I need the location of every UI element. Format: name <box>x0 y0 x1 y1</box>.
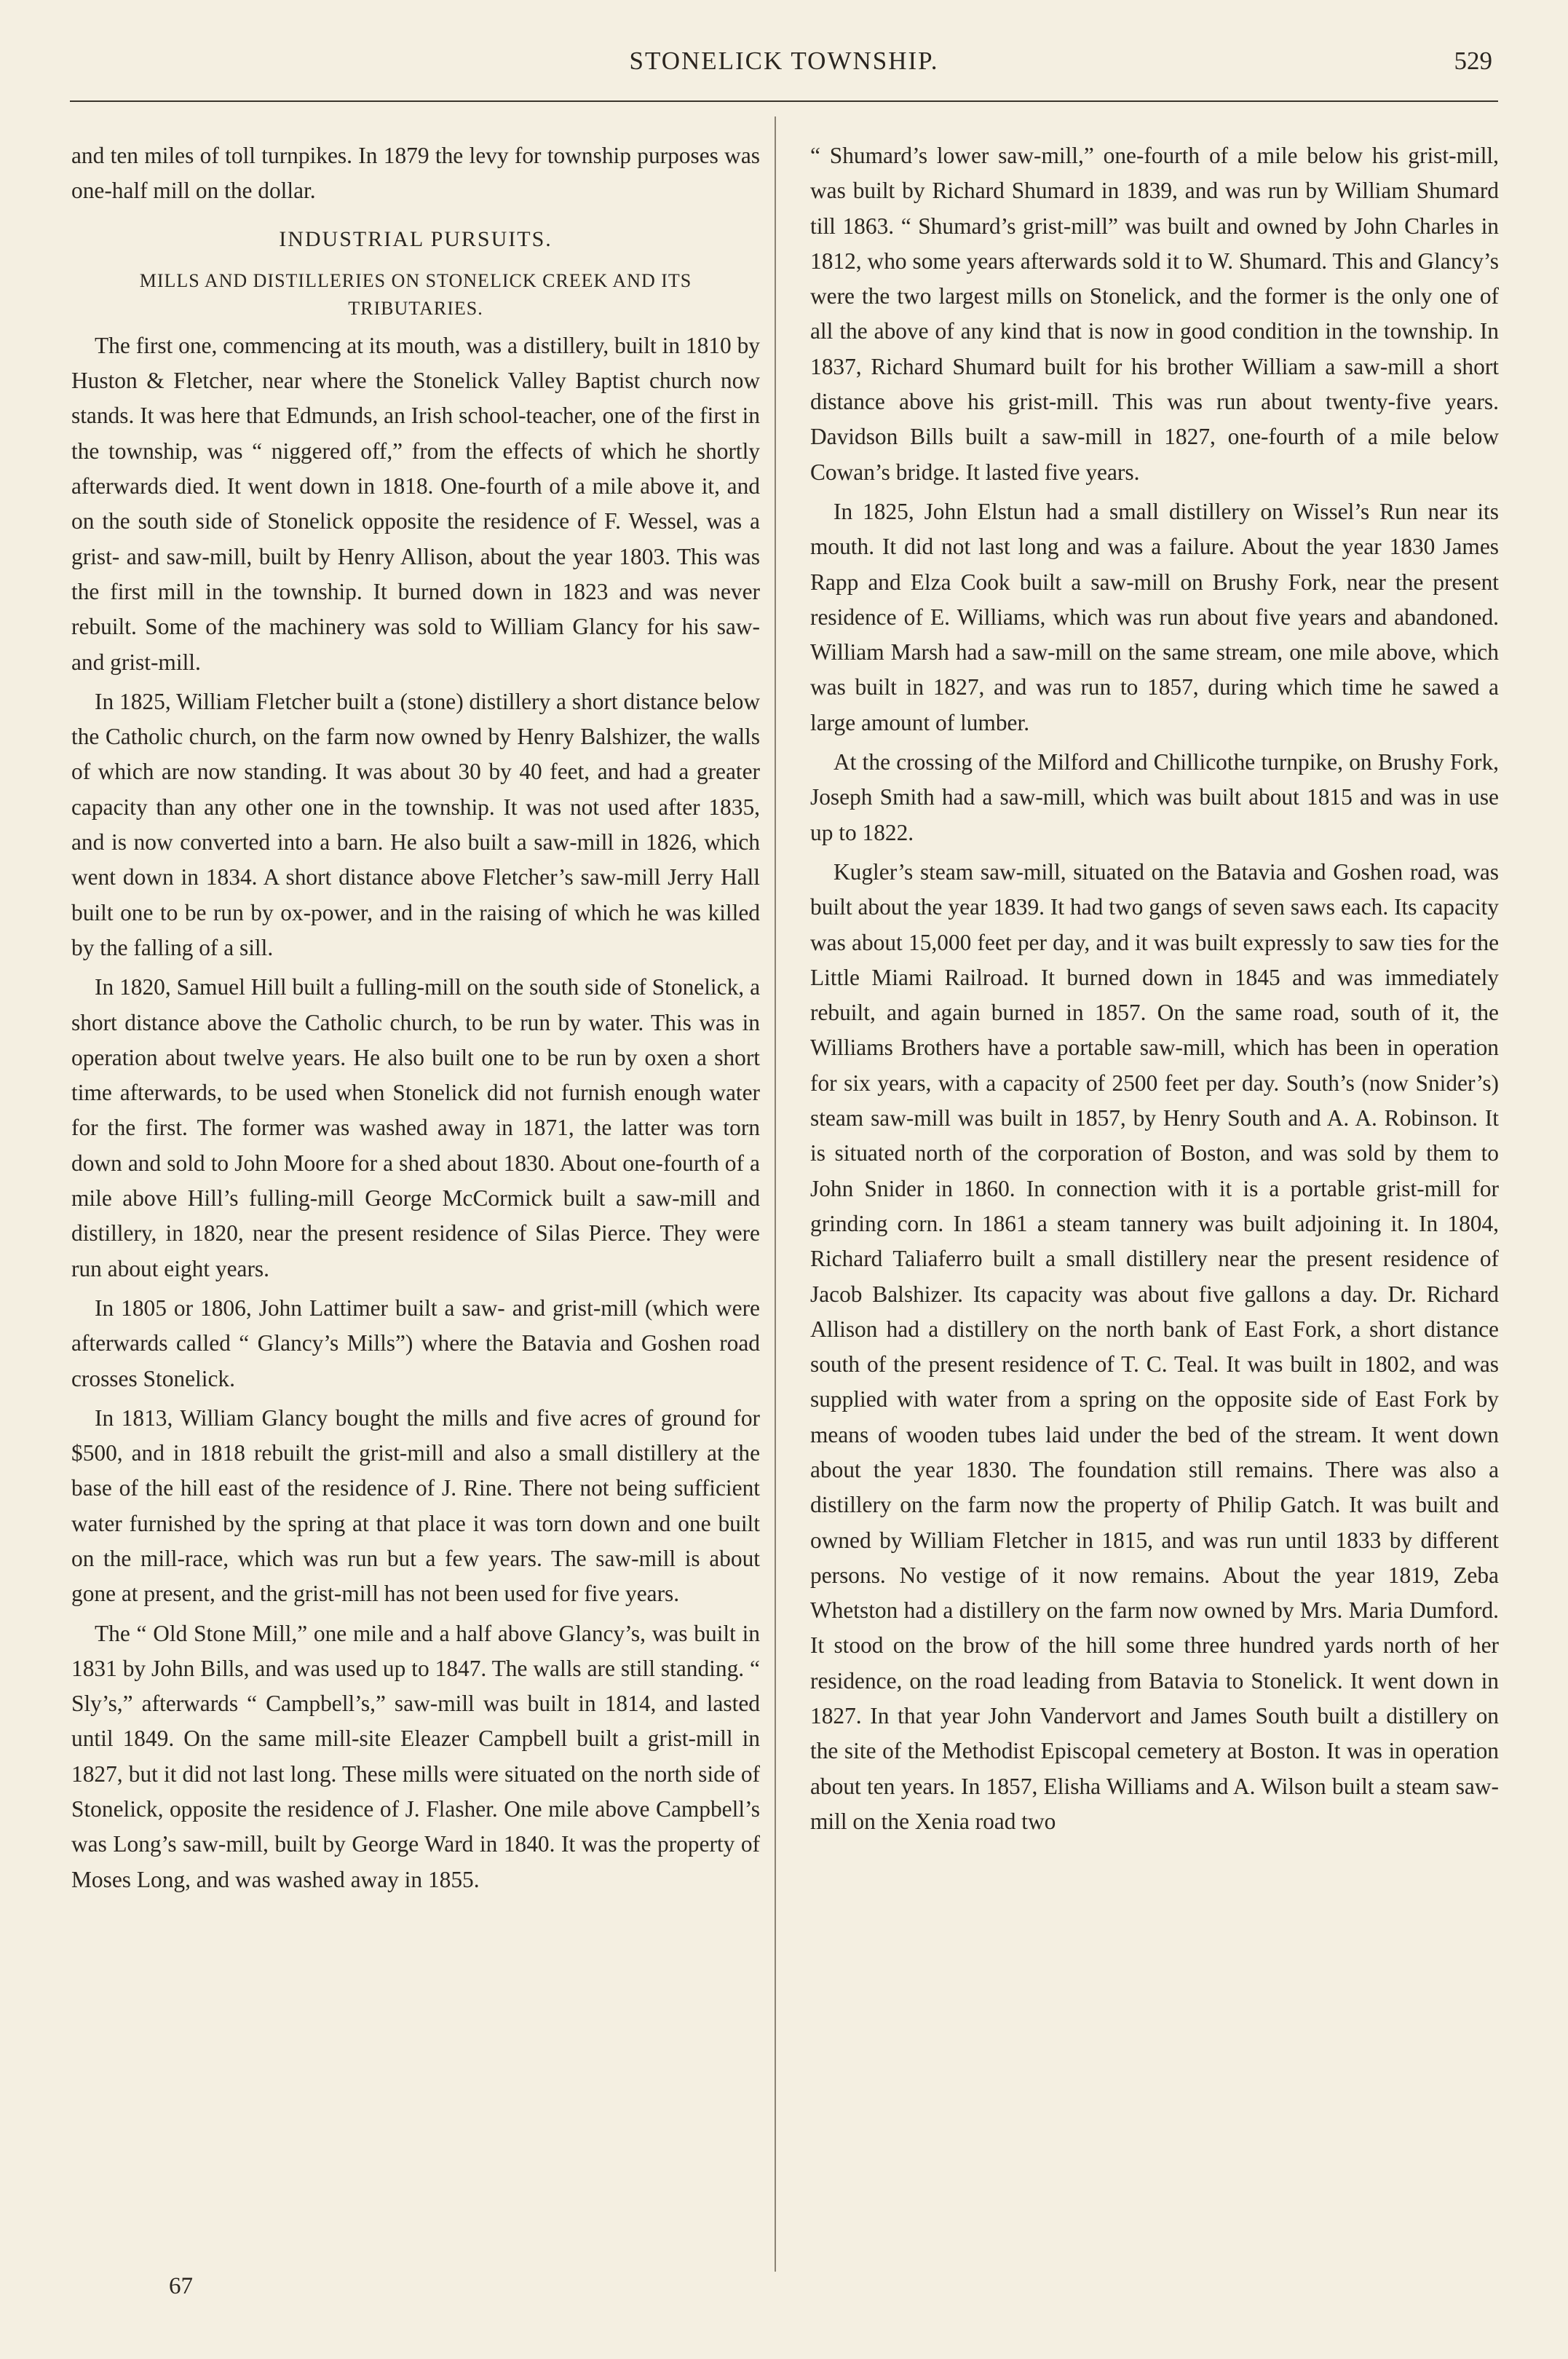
paragraph: In 1825, John Elstun had a small distillery on Wissel’s Run near its mouth. It did not last long and was a failure. About the year 1830 James Rapp and Elza Cook built a saw-mill on Brushy Fork, near the present residence of E. Williams, which was run about five years and abandoned. William Marsh had a saw-mill on the same stream, one mile above, which was built in 1827, and was run to 1857, during which time he sawed a large amount of lumber. <box>810 498 1499 735</box>
page-number: 529 <box>1454 47 1492 75</box>
paragraph: The first one, commencing at its mouth, was a distillery, built in 1810 by Huston & Fletcher, near where the Stonelick Valley Baptist church now stands. It was here that Edmunds, an Irish school-teacher, one of the first in the township, was “ niggered off,” from the effects of which he shortly afterwards died. It went down in 1818. One-fourth of a mile above it, and on the south side of Stonelick opposite the residence of F. Wessel, was a grist- and saw-mill, built by Henry Allison, about the year 1803. This was the first mill in the township. It burned down in 1823 and was never rebuilt. Some of the machinery was sold to William Glancy for his saw- and grist-mill. <box>71 332 760 675</box>
running-title: STONELICK TOWNSHIP. <box>629 47 939 75</box>
paragraph: and ten miles of toll turnpikes. In 1879 the levy for township purposes was one-half mill on the dollar. <box>71 143 760 204</box>
signature-mark: 67 <box>169 2273 193 2299</box>
page-header <box>70 47 1498 86</box>
right-column <box>810 138 1499 1844</box>
paragraph: At the crossing of the Milford and Chillicothe turnpike, on Brushy Fork, Joseph Smith had a saw-mill, which was built about 1815 and was in use up to 1822. <box>810 749 1499 845</box>
paragraph: Kugler’s steam saw-mill, situated on the Batavia and Goshen road, was built about the year 1839. It had two gangs of seven saws each. Its capacity was about 15,000 feet per day, and it was built expressly to saw ties for the Little Miami Railroad. It burned down in 1845 and was immediately rebuilt, and again burned in 1857. On the same road, south of it, the Williams Brothers have a portable saw-mill, which has been in operation for six years, with a capacity of 2500 feet per day. South’s (now Snider’s) steam saw-mill was built in 1857, by Henry South and A. A. Robinson. It is situated north of the corporation of Boston, and was sold by them to John Snider in 1860. In connection with it is a portable grist-mill for grinding corn. In 1861 a steam tannery was built adjoining it. In 1804, Richard Taliaferro built a small distillery near the present residence of Jacob Balshizer. Its capacity was about five gallons a day. Dr. Richard Allison had a distillery on the north bank of East Fork, a short distance south of the present residence of T. C. Teal. It was built in 1802, and was supplied with water from a spring on the opposite side of East Fork by means of wooden tubes laid under the bed of the stream. It went down about the year 1830. The foundation still remains. There was also a distillery on the farm now the property of Philip Gatch. It was built and owned by William Fletcher in 1815, and was run until 1833 by different persons. No vestige of it now remains. About the year 1819, Zeba Whetston had a distillery on the farm now owned by Mrs. Maria Dumford. It stood on the brow of the hill some three hundred yards north of her residence, on the road leading from Batavia to Stonelick. It went down in 1827. In that year John Vandervort and James South built a distillery on the site of the Methodist Episcopal cemetery at Boston. It was in operation about ten years. In 1857, Elisha Williams and A. Wilson built a steam saw-mill on the Xenia road two <box>810 858 1499 1834</box>
paragraph: The “ Old Stone Mill,” one mile and a half above Glancy’s, was built in 1831 by John Bills, and was used up to 1847. The walls are still standing. “ Sly’s,” afterwards “ Campbell’s,” saw-mill was built in 1814, and lasted until 1849. On the same mill-site Eleazer Campbell built a grist-mill in 1827, but it did not last long. These mills were situated on the north side of Stonelick, opposite the residence of J. Flasher. One mile above Campbell’s was Long’s saw-mill, built by George Ward in 1840. It was the property of Moses Long, and was washed away in 1855. <box>71 1620 760 1892</box>
paragraph: In 1813, William Glancy bought the mills and five acres of ground for $500, and in 1818 rebuilt the grist-mill and also a small distillery at the base of the hill east of the residence of J. Rine. There not being sufficient water furnished by the spring at that place it was torn down and one built on the mill-race, which was run but a few years. The saw-mill is about gone at present, and the grist-mill has not been used for five years. <box>71 1404 760 1607</box>
left-column <box>71 138 760 1902</box>
section-subheading: MILLS AND DISTILLERIES ON STONELICK CREEK AND ITS TRIBUTARIES. <box>139 269 692 319</box>
paragraph: “ Shumard’s lower saw-mill,” one-fourth of a mile below his grist-mill, was built by Richard Shumard in 1839, and was run by William Shumard till 1863. “ Shumard’s grist-mill” was built and owned by John Charles in 1812, who some years afterwards sold it to W. Shumard. This and Glancy’s were the two largest mills on Stonelick, and the former is the only one of all the above of any kind that is now in good condition in the township. In 1837, Richard Shumard built for his brother William a saw-mill a short distance above his grist-mill. This was run about twenty-five years. Davidson Bills built a saw-mill in 1827, one-fourth of a mile below Cowan’s bridge. It lasted five years. <box>810 143 1499 485</box>
header-rule <box>70 100 1498 102</box>
column-divider <box>775 116 776 2272</box>
section-heading: INDUSTRIAL PURSUITS. <box>279 226 553 251</box>
paragraph: In 1825, William Fletcher built a (stone) distillery a short distance below the Catholic church, on the farm now owned by Henry Balshizer, the walls of which are now standing. It was about 30 by 40 feet, and had a greater capacity than any other one in the township. It was not used after 1835, and is now converted into a barn. He also built a saw-mill in 1826, which went down in 1834. A short distance above Fletcher’s saw-mill Jerry Hall built one to be run by ox-power, and in the raising of which he was killed by the falling of a sill. <box>71 688 760 960</box>
paragraph: In 1820, Samuel Hill built a fulling-mill on the south side of Stonelick, a short distance above the Catholic church, to be run by water. This was in operation about twelve years. He also built one to be run by oxen a short time afterwards, to be used when Stonelick did not furnish enough water for the first. The former was washed away in 1871, the latter was torn down and sold to John Moore for a shed about 1830. About one-fourth of a mile above Hill’s fulling-mill George McCormick built a saw-mill and distillery, in 1820, near the present residence of Silas Pierce. They were run about eight years. <box>71 974 760 1281</box>
paragraph: In 1805 or 1806, John Lattimer built a saw- and grist-mill (which were afterwards called “ Glancy’s Mills”) where the Batavia and Goshen road crosses Stonelick. <box>71 1295 760 1391</box>
